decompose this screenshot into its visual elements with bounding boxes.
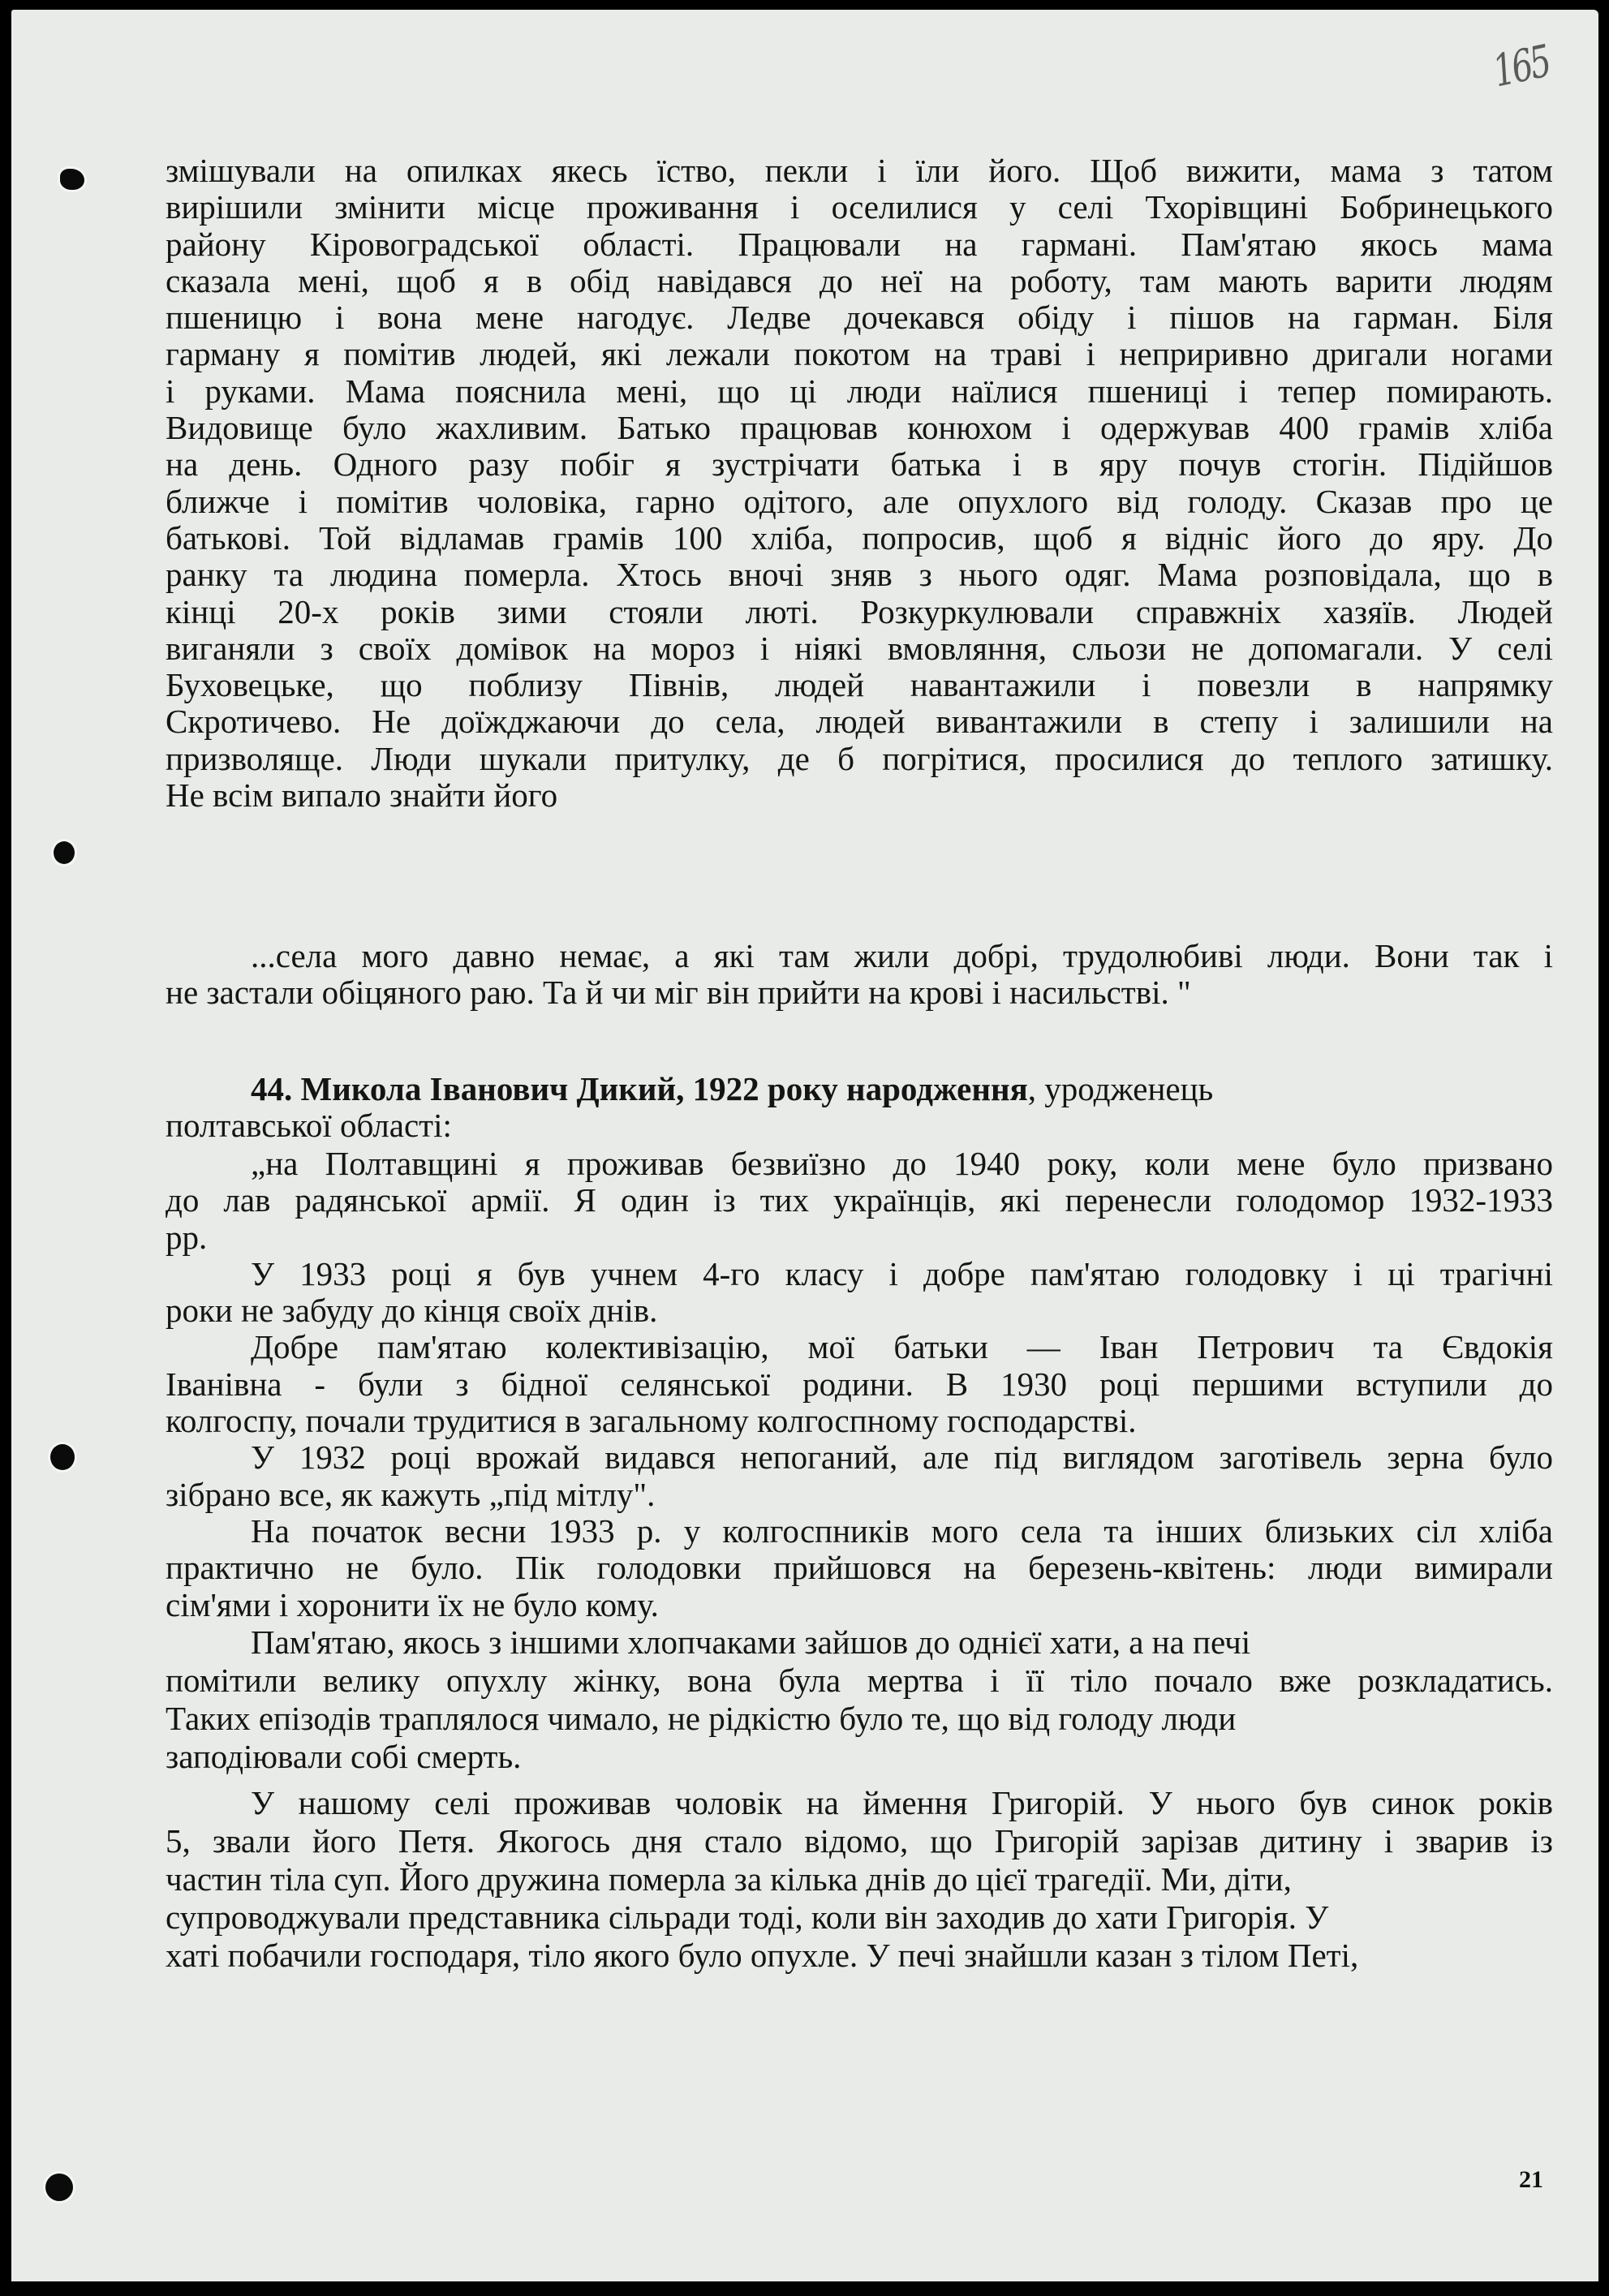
text-line: не застали обіцяного раю. Та й чи міг він прийти на крові і насильстві. " bbox=[166, 974, 1191, 1012]
text-line: зібрано все, як кажуть „під мітлу". bbox=[166, 1475, 656, 1513]
text-line: помітили велику опухлу жінку, вона була мертва і її тіло почало вже розкладатись. bbox=[166, 1661, 1553, 1699]
document-page bbox=[11, 10, 1598, 2281]
text-line: призволяще. Люди шукали притулку, де б погрітися, просилися до теплого затишку. bbox=[166, 739, 1553, 777]
text-line: 5, звали його Петя. Якогось дня стало відомо, що Григорій зарізав дитину і зварив із bbox=[166, 1821, 1553, 1860]
text-line: кінці 20-х років зими стояли люті. Розкуркулювали справжніх хазяїв. Людей bbox=[166, 592, 1553, 630]
text-line: батькові. Той відламав грамів 100 хліба, попросив, щоб я відніс його до яру. До bbox=[166, 518, 1553, 557]
text-line: на день. Одного разу побіг я зустрічати батька і в яру почув стогін. Підійшов bbox=[166, 445, 1553, 484]
section-1-text bbox=[166, 153, 1553, 814]
text-line: пшеницю і вона мене нагодує. Ледве дочекався обіду і пішов на гарман. Біля bbox=[166, 299, 1553, 337]
text-line: і руками. Мама пояснила мені, що ці люди наїлися пшениці і тепер помирають. bbox=[166, 372, 1553, 410]
paragraph bbox=[166, 1784, 1553, 1975]
paragraph bbox=[166, 1146, 1553, 1256]
text-line: Пам'ятаю, якось з іншими хлопчаками зайшов до однієї хати, а на печі bbox=[251, 1623, 1251, 1661]
entry-heading bbox=[166, 1071, 1553, 1145]
printed-page-number: 21 bbox=[1519, 2166, 1543, 2193]
paragraph bbox=[166, 1623, 1553, 1776]
section-1-closing bbox=[166, 938, 1553, 1012]
text-line: частин тіла суп. Його дружина померла за кілька днів до цієї трагедії. Ми, діти, bbox=[166, 1860, 1292, 1898]
text-line: У нашому селі проживав чоловік на ймення Григорій. У нього був синок років bbox=[251, 1783, 1553, 1821]
punch-hole-bottom bbox=[45, 2173, 73, 2201]
text-line: У 1932 році врожай видався непоганий, але під виглядом заготівель зерна було bbox=[251, 1438, 1553, 1477]
entry-heading-rest: , уродженець bbox=[1027, 1070, 1214, 1107]
text-line: змішували на опилках якесь їство, пекли і їли його. Щоб вижити, мама з татом bbox=[166, 152, 1553, 189]
text-line: роки не забуду до кінця своїх днів. bbox=[166, 1292, 658, 1330]
text-line: виганяли з своїх домівок на мороз і ніякі вмовляння, сльози не допомагали. У селі bbox=[166, 629, 1553, 667]
text-line: до лав радянської армії. Я один із тих українців, які перенесли голодомор 1932-1933 bbox=[166, 1181, 1553, 1219]
text-line: супроводжували представника сільради тоді, коли він заходив до хати Григорія. У bbox=[166, 1898, 1329, 1936]
text-line: Іванівна - були з бідної селянської родини. В 1930 році першими вступили до bbox=[166, 1365, 1553, 1403]
text-line: колгоспу, почали трудитися в загальному колгоспному господарстві. bbox=[166, 1402, 1137, 1440]
text-line: гарману я помітив людей, які лежали покотом на траві і неприривно дригали ногами bbox=[166, 335, 1553, 373]
text-line: сказала мені, щоб я в обід навідався до неї на роботу, там мають варити людям bbox=[166, 261, 1553, 299]
text-line: рр. bbox=[166, 1218, 208, 1256]
punch-hole-middle bbox=[54, 841, 75, 864]
text-line: Не всім випало знайти його bbox=[166, 776, 558, 815]
section-2-text bbox=[166, 1146, 1553, 1975]
text-line: сім'ями і хоронити їх не було кому. bbox=[166, 1585, 659, 1623]
punch-hole-lower bbox=[50, 1444, 75, 1470]
text-line: ближче і помітив чоловіка, гарно одітого, але опухлого від голоду. Сказав про це bbox=[166, 482, 1553, 520]
paragraph bbox=[166, 1329, 1553, 1439]
text-line: хаті побачили господаря, тіло якого було опухле. У печі знайшли казан з тілом Петі, bbox=[166, 1936, 1359, 1974]
text-line: Добре пам'ятаю колективізацію, мої батьки — Іван Петрович та Євдокія bbox=[251, 1328, 1553, 1366]
text-line: заподіювали собі смерть. bbox=[166, 1737, 522, 1775]
text-line: У 1933 році я був учнем 4-го класу і добре пам'ятаю голодовку і ці трагічні bbox=[251, 1254, 1553, 1292]
punch-hole-top bbox=[60, 169, 84, 190]
text-line: району Кіровоградської області. Працювали на гармані. Пам'ятаю якось мама bbox=[166, 225, 1553, 263]
text-line: На початок весни 1933 р. у колгоспників мого села та інших близьких сіл хліба bbox=[251, 1511, 1553, 1550]
text-line: Видовище було жахливим. Батько працював конюхом і одержував 400 грамів хліба bbox=[166, 409, 1553, 447]
text-line: Таких епізодів траплялося чимало, не рідкістю було те, що від голоду люди bbox=[166, 1699, 1237, 1737]
paragraph bbox=[166, 1256, 1553, 1330]
text-line: практично не було. Пік голодовки прийшовся на березень-квітень: люди вимирали bbox=[166, 1549, 1553, 1587]
text-line: Буховецьке, що поблизу Півнів, людей навантажили і повезли в напрямку bbox=[166, 666, 1553, 704]
paragraph bbox=[166, 1439, 1553, 1513]
entry-heading-line2: полтавської області: bbox=[166, 1107, 452, 1145]
paragraph bbox=[166, 1513, 1553, 1623]
entry-heading-name: 44. Микола Іванович Дикий, 1922 року народження bbox=[251, 1070, 1028, 1107]
text-line: „на Полтавщині я проживав безвиїзно до 1940 року, коли мене було призвано bbox=[251, 1145, 1553, 1182]
text-line: ...села мого давно немає, а які там жили добрі, трудолюбиві люди. Вони так і bbox=[251, 937, 1553, 974]
text-line: ранку та людина померла. Хтось вночі зняв з нього одяг. Мама розповідала, що в bbox=[166, 556, 1553, 594]
handwritten-page-number: 165 bbox=[1488, 35, 1554, 97]
text-line: Скротичево. Не доїжджаючи до села, людей вивантажили в степу і залишили на bbox=[166, 703, 1553, 741]
text-line: вирішили змінити місце проживання і оселилися у селі Тхорівщині Бобринецького bbox=[166, 188, 1553, 226]
